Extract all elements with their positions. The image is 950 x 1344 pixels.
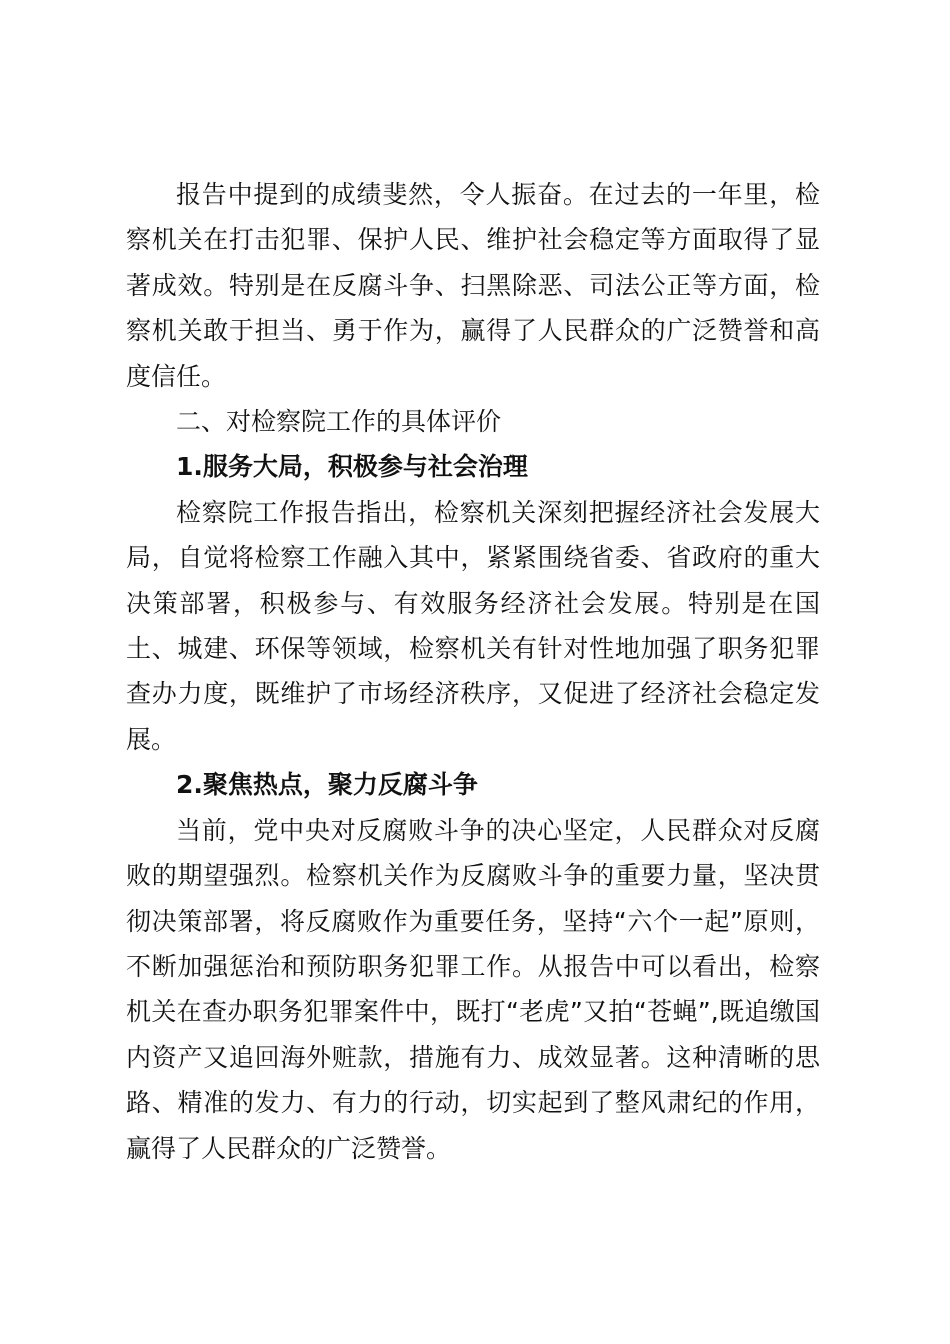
- subsection-heading-2: 2.聚焦热点，聚力反腐斗争: [176, 770, 478, 800]
- intro-paragraph: 报告中提到的成绩斐然，令人振奋。在过去的一年里，检察机关在打击犯罪、保护人民、维护社会稳定等方面取得了显著成效。特别是在反腐斗争、扫黑除恶、司法公正等方面，检察机关敢于担当、勇于作为，赢得了人民群众的广泛赞誉和高度信任。: [126, 180, 820, 391]
- subsection-heading-1: 1.服务大局，积极参与社会治理: [176, 452, 528, 482]
- subsection-2-paragraph: 当前，党中央对反腐败斗争的决心坚定，人民群众对反腐败的期望强烈。检察机关作为反腐败斗争的重要力量，坚决贯彻决策部署，将反腐败作为重要任务，坚持“六个一起”原则，不断加强惩治和预防职务犯罪工作。从报告中可以看出，检察机关在查办职务犯罪案件中，既打“老虎”又拍“苍蝇”,既追缴国内资产又追回海外赃款，措施有力、成效显著。这种清晰的思路、精准的发力、有力的行动，切实起到了整风肃纪的作用，赢得了人民群众的广泛赞誉。: [126, 815, 820, 1163]
- subsection-1-paragraph: 检察院工作报告指出，检察机关深刻把握经济社会发展大局，自觉将检察工作融入其中，紧紧围绕省委、省政府的重大决策部署，积极参与、有效服务经济社会发展。特别是在国土、城建、环保等领域，检察机关有针对性地加强了职务犯罪查办力度，既维护了市场经济秩序，又促进了经济社会稳定发展。: [126, 497, 820, 754]
- section-heading: 二、对检察院工作的具体评价: [176, 407, 502, 437]
- document-body: [126, 172, 820, 1171]
